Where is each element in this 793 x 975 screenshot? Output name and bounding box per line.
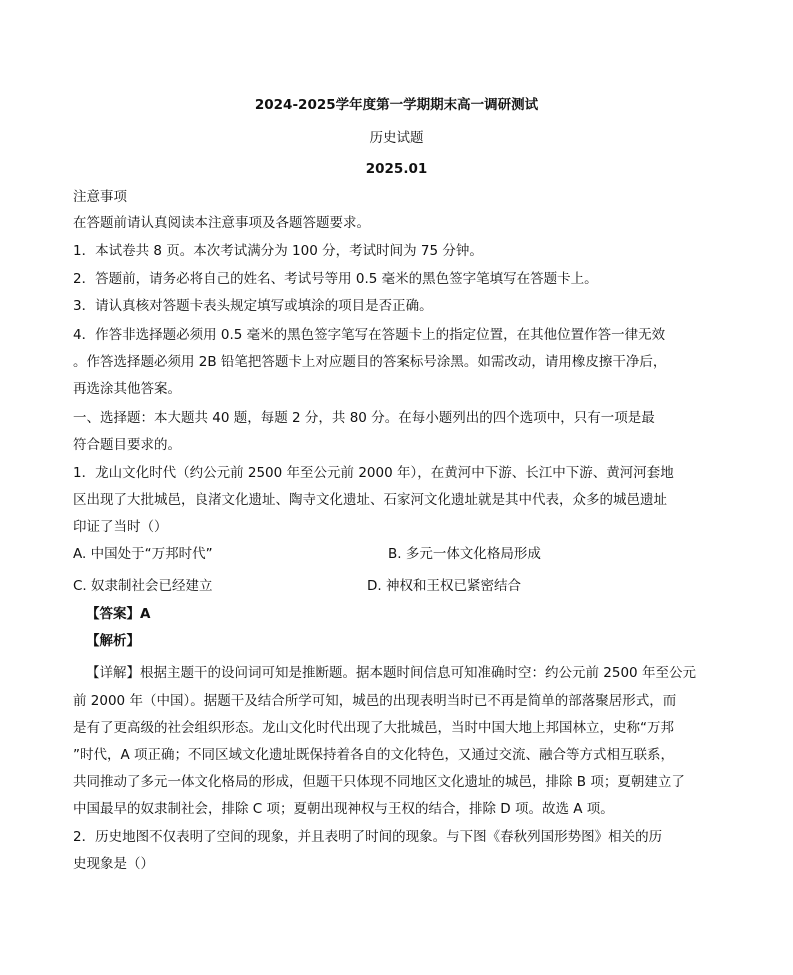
question-1-analysis-label: 【解析】	[86, 633, 140, 649]
exam-subject: 历史试题	[369, 130, 424, 146]
question-1-option-b: B. 多元一体文化格局形成	[388, 546, 541, 562]
question-1-detail-line4: ”时代，A 项正确；不同区域文化遗址既保持着各自的文化特色，又通过交流、融合等方式相互联系，	[73, 747, 675, 763]
question-1-option-c: C. 奴隶制社会已经建立	[73, 578, 213, 594]
notice-item-3: 3．请认真核对答题卡表头规定填写或填涂的项目是否正确。	[73, 298, 433, 314]
question-1-line3: 印证了当时（）	[73, 519, 168, 535]
section-heading-line1: 一、选择题：本大题共 40 题，每题 2 分，共 80 分。在每小题列出的四个选项中，只有一项是最	[73, 410, 655, 426]
notice-intro: 在答题前请认真阅读本注意事项及各题答题要求。	[73, 215, 370, 231]
question-1-line1: 1．龙山文化时代（约公元前 2500 年至公元前 2000 年），在黄河中下游、长江中下游、黄河河套地	[73, 465, 674, 481]
question-1-detail-line6: 中国最早的奴隶制社会，排除 C 项；夏朝出现神权与王权的结合，排除 D 项。故选 A 项。	[73, 801, 614, 817]
question-1-detail-line1: 【详解】根据主题干的设问词可知是推断题。据本题时间信息可知准确时空：约公元前 2500 年至公元	[86, 665, 696, 681]
question-2-line1: 2．历史地图不仅表明了空间的现象，并且表明了时间的现象。与下图《春秋列国形势图》相关的历	[73, 829, 663, 845]
question-1-detail-line3: 是有了更高级的社会组织形态。龙山文化时代出现了大批城邑，当时中国大地上邦国林立，史称“万邦	[73, 720, 674, 736]
notice-item-4-line2: 。作答选择题必须用 2B 铅笔把答题卡上对应题目的答案标号涂黑。如需改动，请用橡皮擦干净后，	[73, 354, 667, 370]
question-1-detail-line5: 共同推动了多元一体文化格局的形成，但题干只体现不同地区文化遗址的城邑，排除 B 项；夏朝建立了	[73, 774, 685, 790]
section-heading-line2: 符合题目要求的。	[73, 437, 181, 453]
notice-item-4-line3: 再选涂其他答案。	[73, 381, 181, 397]
exam-date: 2025.01	[365, 161, 428, 177]
notice-item-2: 2．答题前，请务必将自己的姓名、考试号等用 0.5 毫米的黑色签字笔填写在答题卡上。	[73, 271, 598, 287]
exam-title: 2024-2025学年度第一学期期末高一调研测试	[254, 97, 539, 113]
notice-item-1: 1．本试卷共 8 页。本次考试满分为 100 分，考试时间为 75 分钟。	[73, 243, 483, 259]
notice-item-4-line1: 4．作答非选择题必须用 0.5 毫米的黑色签字笔写在答题卡上的指定位置，在其他位置作答一律无效	[73, 327, 666, 343]
question-1-detail-line2: 前 2000 年（中国）。据题干及结合所学可知，城邑的出现表明当时已不再是简单的部落聚居形式，而	[73, 693, 677, 709]
question-2-line2: 史现象是（）	[73, 856, 154, 872]
question-1-option-a: A. 中国处于“万邦时代”	[73, 546, 213, 562]
question-1-answer: 【答案】A	[86, 606, 151, 622]
notice-heading: 注意事项	[73, 189, 127, 205]
question-1-option-d: D. 神权和王权已紧密结合	[367, 578, 521, 594]
question-1-line2: 区出现了大批城邑，良渚文化遗址、陶寺文化遗址、石家河文化遗址就是其中代表，众多的城邑遗址	[73, 492, 667, 508]
